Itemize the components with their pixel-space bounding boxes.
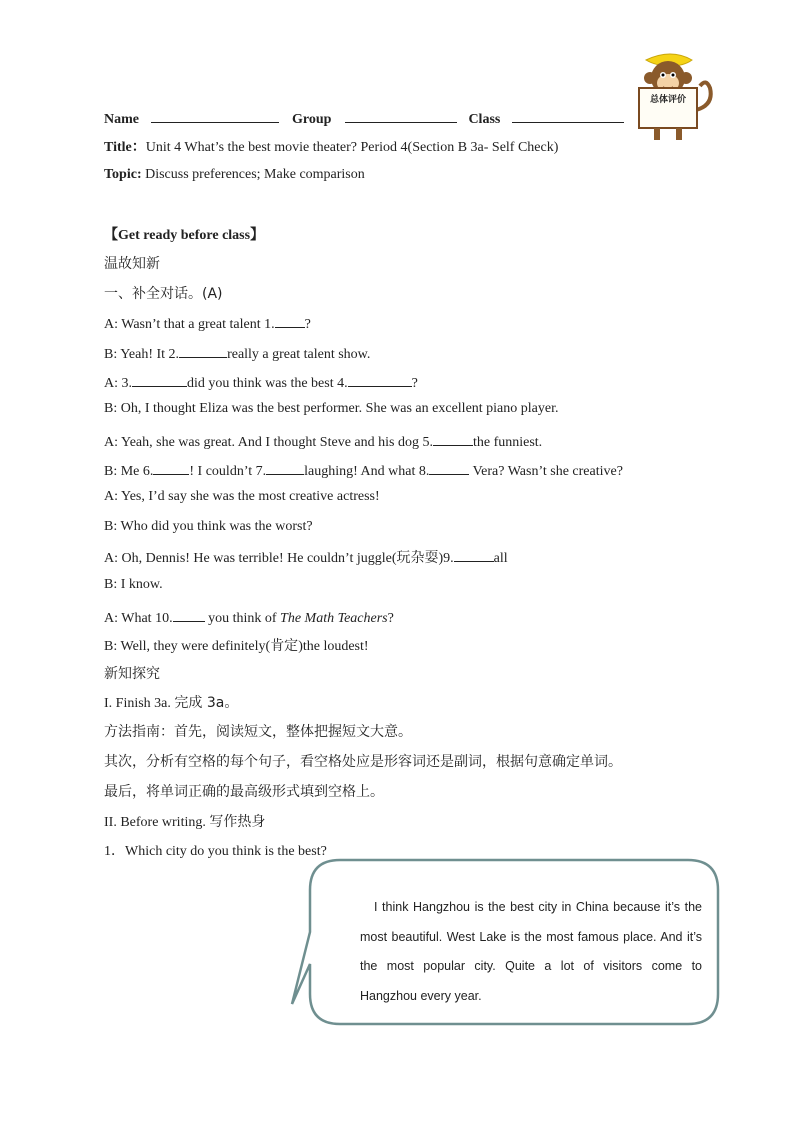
last-line: 最后，将单词正确的最高级形式填到空格上。 <box>104 784 384 800</box>
dialogue-line-6 <box>104 460 623 480</box>
title-text: Unit 4 What’s the best movie theater? Period 4(Section B 3a- Self Check) <box>145 140 559 155</box>
line-text: I. Finish 3a. <box>104 696 175 711</box>
dialogue-line-2 <box>104 343 370 363</box>
method-line: 方法指南：首先，阅读短文，整体把握短文大意。 <box>104 724 412 740</box>
group-blank[interactable] <box>345 108 457 123</box>
answer-blank-7[interactable] <box>266 460 304 475</box>
topic-text: Discuss preferences; Make comparison <box>145 167 365 182</box>
topic-label: Topic: <box>104 167 142 182</box>
line-text: 肯定 <box>270 638 299 654</box>
line-text: 玩杂耍 <box>396 550 439 566</box>
line-text: A: Oh, Dennis! He was terrible! He couldn’t juggle( <box>104 551 397 566</box>
line-text: II. Before writing. <box>104 815 210 830</box>
dialogue-line-8: B: Who did you think was the worst? <box>104 519 313 534</box>
line-text: did you think was the best 4. <box>187 376 348 391</box>
line-text: )9. <box>438 551 454 566</box>
line-text: laughing! And what 8. <box>304 464 430 479</box>
line-text: Vera? Wasn’t she creative? <box>469 464 623 479</box>
answer-blank-2[interactable] <box>179 343 227 358</box>
line-text: all <box>493 551 508 566</box>
class-blank[interactable] <box>512 108 624 123</box>
monkey-mascot-icon <box>626 50 716 145</box>
badge-text: 总体评价 <box>649 95 687 105</box>
line-text: ? <box>411 376 418 391</box>
dialogue-line-9 <box>104 547 508 567</box>
section-heading: 【Get ready before class】 <box>104 228 265 243</box>
line-text: really a great talent show. <box>227 347 371 362</box>
answer-blank-5[interactable] <box>433 431 473 446</box>
dialogue-line-12 <box>104 635 369 655</box>
dialogue-line-11 <box>104 607 394 627</box>
topic-row <box>104 167 365 183</box>
line-text: you think of <box>204 611 281 626</box>
line-text: the funniest. <box>472 435 543 450</box>
line-text: ? <box>304 317 311 332</box>
name-label: Name <box>104 112 139 127</box>
bubble-text: I think Hangzhou is the best city in China because it’s the most beautiful. West Lake is the most famous place. And it’s the most popular city. Quite a lot of visitors come to Hangzhou every year. <box>360 900 702 1003</box>
name-row <box>104 108 624 128</box>
answer-blank-9[interactable] <box>454 547 494 562</box>
line-text: )the loudest! <box>298 639 369 654</box>
dialogue-line-5 <box>104 431 542 451</box>
title-label: Title： <box>104 140 146 155</box>
question-1: 1．Which city do you think is the best? <box>104 844 327 859</box>
dialogue-line-3 <box>104 372 418 392</box>
class-label: Class <box>468 112 501 127</box>
line-text: A: What 10. <box>104 611 173 626</box>
name-blank[interactable] <box>151 108 279 123</box>
dialogue-line-4: B: Oh, I thought Eliza was the best performer. She was an excellent piano player. <box>104 401 559 416</box>
line-text: A: 3. <box>104 376 132 391</box>
line-text: ? <box>387 611 394 626</box>
answer-blank-6[interactable] <box>153 460 189 475</box>
title-row <box>104 136 558 156</box>
line-text: A: Wasn’t that a great talent 1. <box>104 317 275 332</box>
second-line: 其次，分析有空格的每个句子，看空格处应是形容词还是副词，根据句意确定单词。 <box>104 754 622 770</box>
answer-blank-8[interactable] <box>429 460 469 475</box>
line-text: B: Yeah! It 2. <box>104 347 180 362</box>
line-text: 完成 3a。 <box>174 695 239 711</box>
answer-blank-1[interactable] <box>275 313 305 328</box>
dialogue-line-1 <box>104 313 311 333</box>
line-text: ! I couldn’t 7. <box>189 464 267 479</box>
dialogue-line-7: A: Yes, I’d say she was the most creative actress! <box>104 489 380 504</box>
exercise1-heading: 一、补全对话。(A) <box>104 286 223 302</box>
line-text: B: Me 6. <box>104 464 154 479</box>
new-heading: 新知探究 <box>104 666 160 682</box>
task2-line <box>104 811 265 831</box>
task1-line <box>104 692 238 712</box>
play-title: The Math Teachers <box>280 611 388 626</box>
group-label: Group <box>292 112 332 127</box>
answer-blank-3[interactable] <box>132 372 187 387</box>
line-text: B: Well, they were definitely( <box>104 639 271 654</box>
dialogue-line-10: B: I know. <box>104 577 163 592</box>
answer-blank-4[interactable] <box>348 372 412 387</box>
line-text: A: Yeah, she was great. And I thought Steve and his dog 5. <box>104 435 433 450</box>
line-text: 写作热身 <box>209 814 266 830</box>
answer-blank-10[interactable] <box>173 607 205 622</box>
review-heading: 温故知新 <box>104 256 160 272</box>
